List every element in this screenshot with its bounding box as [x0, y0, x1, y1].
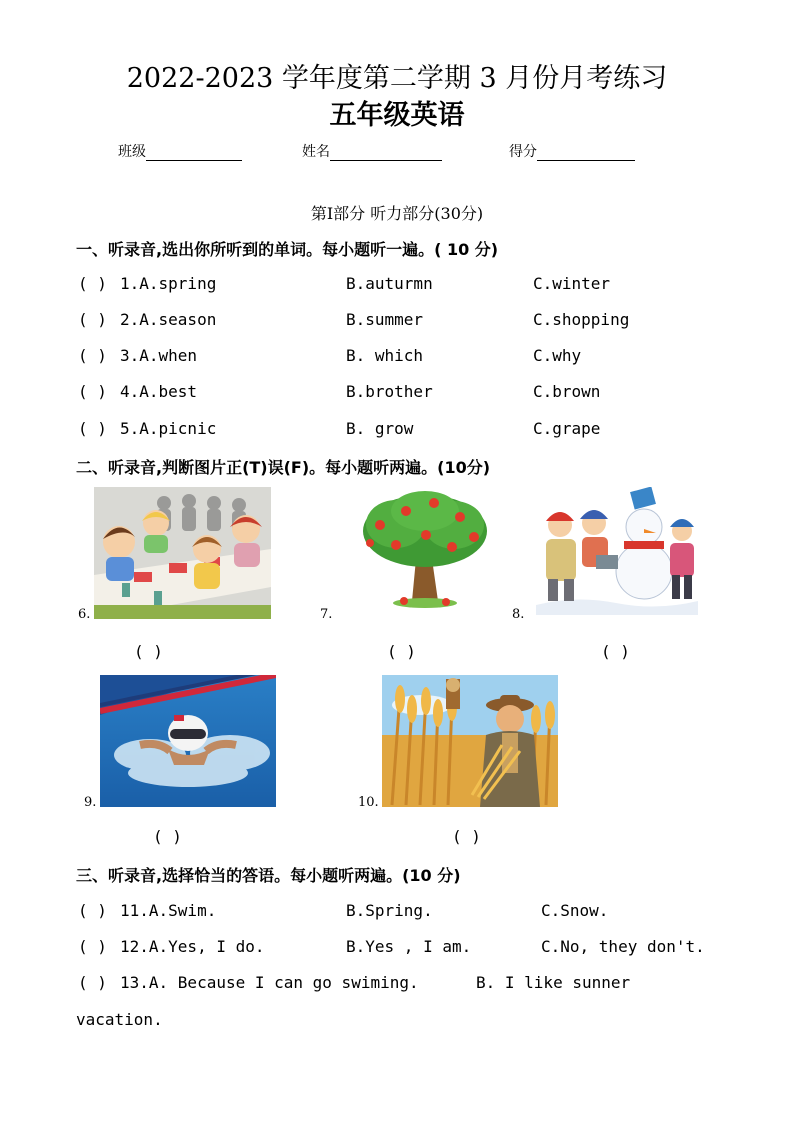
answer-paren[interactable]: ( ) [78, 274, 107, 293]
answer-paren[interactable]: ( ) [78, 346, 107, 365]
option-c: C.why [533, 346, 582, 365]
option-b: B.summer [346, 310, 424, 329]
exam-subtitle: 五年级英语 [329, 100, 465, 131]
item-number: 7. [320, 607, 333, 622]
name-label: 姓名 [302, 144, 330, 160]
option-c: C.grape [533, 419, 601, 438]
answer-paren[interactable]: ( ) [601, 642, 630, 661]
option-a: 2.A.season [120, 310, 217, 329]
option-b: B. grow [346, 419, 414, 438]
class-field [118, 141, 242, 161]
item-number: 8. [512, 607, 525, 622]
name-blank[interactable] [330, 146, 442, 161]
option-a: 11.A.Swim. [120, 901, 217, 920]
answer-paren[interactable]: ( ) [78, 382, 107, 401]
answer-paren[interactable]: ( ) [387, 642, 416, 661]
answer-paren[interactable]: ( ) [452, 827, 481, 846]
option-c: C.No, they don't. [541, 937, 705, 956]
apple-tree-image [356, 489, 494, 613]
option-c: C.winter [533, 274, 611, 293]
item-number: 10. [358, 795, 379, 810]
answer-paren[interactable]: ( ) [78, 310, 107, 329]
item-number: 9. [84, 795, 97, 810]
answer-paren[interactable]: ( ) [78, 901, 107, 920]
option-b: B.brother [346, 382, 433, 401]
option-c: C.shopping [533, 310, 630, 329]
option-b: B. which [346, 346, 424, 365]
answer-paren[interactable]: ( ) [134, 642, 163, 661]
option-a: 4.A.best [120, 382, 198, 401]
item-number: 6. [78, 607, 91, 622]
option-b: B.Yes , I am. [346, 937, 472, 956]
name-field [302, 141, 442, 161]
answer-paren[interactable]: ( ) [153, 827, 182, 846]
lunch-children-image [94, 487, 271, 619]
option-b: B. I like sunner [476, 973, 631, 992]
section1-heading: 一、听录音,选出你所听到的单词。每小题听一遍。( 10 分) [76, 240, 499, 259]
section2-heading: 二、听录音,判断图片正(T)误(F)。每小题听两遍。(10分) [76, 458, 491, 477]
answer-paren[interactable]: ( ) [78, 973, 107, 992]
option-a: 12.A.Yes, I do. [120, 937, 265, 956]
score-blank[interactable] [537, 146, 635, 161]
option-a: 1.A.spring [120, 274, 217, 293]
option-b: B.Spring. [346, 901, 433, 920]
farmer-wheat-image [382, 675, 558, 807]
answer-paren[interactable]: ( ) [78, 937, 107, 956]
class-blank[interactable] [146, 146, 242, 161]
exam-title: 2022-2023 学年度第二学期 3 月份月考练习 [126, 63, 668, 94]
class-label: 班级 [118, 144, 146, 160]
score-field [509, 141, 635, 161]
option-a: 5.A.picnic [120, 419, 217, 438]
option-b: B.auturmn [346, 274, 433, 293]
option-c: C.Snow. [541, 901, 609, 920]
option-c: C.brown [533, 382, 601, 401]
answer-paren[interactable]: ( ) [78, 419, 107, 438]
section3-heading: 三、听录音,选择恰当的答语。每小题听两遍。(10 分) [76, 866, 461, 885]
option-a: 3.A.when [120, 346, 198, 365]
swimmer-image [100, 675, 276, 807]
option-a: 13.A. Because I can go swiming. [120, 973, 419, 992]
option-b-continued: vacation. [76, 1010, 163, 1029]
part1-heading: 第Ⅰ部分 听力部分(30分) [310, 204, 484, 223]
score-label: 得分 [509, 144, 537, 160]
snowman-kids-image [536, 487, 698, 615]
